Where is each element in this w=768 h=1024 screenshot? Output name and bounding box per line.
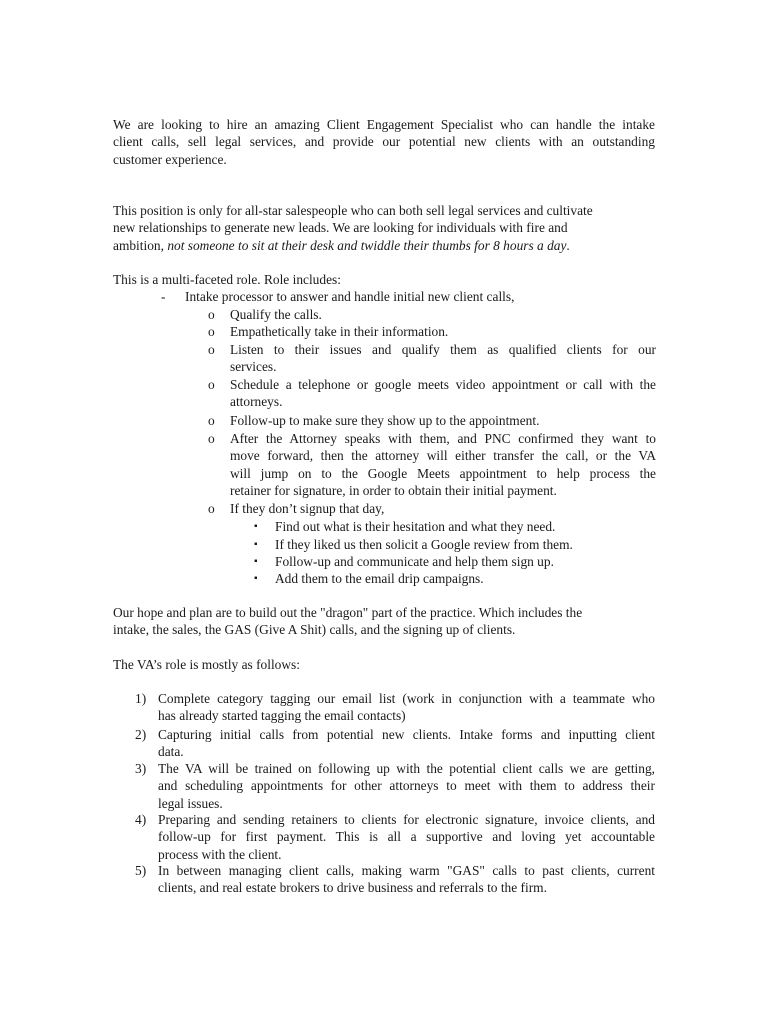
bullet-marker: ▪ xyxy=(254,539,258,550)
va-item-number: 4) xyxy=(135,812,147,827)
bullet-marker: ▪ xyxy=(254,556,258,567)
sub-item-line: Empathetically take in their information. xyxy=(230,324,449,339)
intro-line: customer experience. xyxy=(113,151,227,167)
va-item-number: 3) xyxy=(135,761,147,776)
intro-line: client calls, sell legal services, and provide our potential new clients with an outstanding xyxy=(113,134,655,150)
dragon-paragraph xyxy=(113,604,655,639)
dash-marker: - xyxy=(161,289,166,304)
dragon-line: intake, the sales, the GAS (Give A Shit) calls, and the signing up of clients. xyxy=(113,622,516,638)
va-item-line: follow-up for first payment. This is all a supportive and loving yet accountable xyxy=(158,829,655,845)
va-item-number: 5) xyxy=(135,863,147,878)
bullet-item: If they liked us then solicit a Google review from them. xyxy=(275,537,573,552)
sub-item-line: Schedule a telephone or google meets video appointment or call with the xyxy=(230,377,656,392)
sub-item-marker: o xyxy=(208,377,215,392)
sub-item xyxy=(230,306,656,323)
va-heading: The VA’s role is mostly as follows: xyxy=(113,657,300,672)
sub-item xyxy=(230,430,656,500)
sub-item-line: After the Attorney speaks with them, and PNC confirmed they want to xyxy=(230,431,656,446)
va-item-line: clients, and real estate brokers to drive business and referrals to the firm. xyxy=(158,880,547,896)
position-line: new relationships to generate new leads. We are looking for individuals with fire and xyxy=(113,220,568,236)
position-paragraph xyxy=(113,202,655,254)
position-line xyxy=(113,237,655,254)
va-item-line: The VA will be trained on following up with the potential client calls we are getting, xyxy=(158,761,655,776)
va-item xyxy=(158,811,655,863)
intro-paragraph xyxy=(113,116,655,168)
bullet-item: Find out what is their hesitation and what they need. xyxy=(275,519,556,534)
va-item-line: In between managing client calls, making warm "GAS" calls to past clients, current xyxy=(158,863,655,878)
sub-item-marker: o xyxy=(208,324,215,339)
sub-item xyxy=(230,323,656,340)
sub-item-line: attorneys. xyxy=(230,394,283,410)
va-item-line: Capturing initial calls from potential new clients. Intake forms and inputting client xyxy=(158,727,655,742)
sub-item-line: retainer for signature, in order to obtain their initial payment. xyxy=(230,483,557,499)
sub-item-line: Qualify the calls. xyxy=(230,307,322,322)
va-item-line: process with the client. xyxy=(158,846,282,862)
sub-item-marker: o xyxy=(208,307,215,322)
va-item xyxy=(158,760,655,812)
va-item-line: data. xyxy=(158,744,184,760)
dash-item: Intake processor to answer and handle initial new client calls, xyxy=(185,289,515,304)
role-heading: This is a multi-faceted role. Role includes: xyxy=(113,272,341,287)
sub-item-marker: o xyxy=(208,342,215,357)
position-line: This position is only for all-star salespeople who can both sell legal services and cultivate xyxy=(113,203,593,218)
intro-line: We are looking to hire an amazing Client Engagement Specialist who can handle the intake xyxy=(113,117,655,132)
sub-item-marker: o xyxy=(208,413,215,428)
va-item-line: has already started tagging the email contacts) xyxy=(158,708,406,724)
sub-item xyxy=(230,376,656,411)
va-item-line: Preparing and sending retainers to clients for electronic signature, invoice clients, and xyxy=(158,812,655,827)
sub-item-marker: o xyxy=(208,431,215,446)
sub-item-line: move forward, then the attorney will either transfer the call, or the VA xyxy=(230,448,656,464)
va-item-number: 2) xyxy=(135,727,147,742)
va-item xyxy=(158,862,655,897)
sub-item xyxy=(230,341,656,376)
sub-item-line: If they don’t signup that day, xyxy=(230,501,385,516)
position-text: . xyxy=(566,237,570,253)
bullet-item: Follow-up and communicate and help them sign up. xyxy=(275,554,554,569)
sub-item-line: services. xyxy=(230,359,277,375)
va-item-line: Complete category tagging our email list (work in conjunction with a teammate who xyxy=(158,691,655,706)
sub-item-line: will jump on to the Google Meets appointment to help process the xyxy=(230,465,656,481)
va-item-number: 1) xyxy=(135,691,147,706)
sub-item-line: Listen to their issues and qualify them as qualified clients for our xyxy=(230,342,656,357)
bullet-marker: ▪ xyxy=(254,521,258,532)
va-item-line: and scheduling appointments for other attorneys to meet with them to address their xyxy=(158,778,655,794)
va-item-line: legal issues. xyxy=(158,795,223,811)
position-emphasis: not someone to sit at their desk and twiddle their thumbs for 8 hours a day xyxy=(167,237,567,253)
va-item xyxy=(158,690,655,725)
dragon-line: Our hope and plan are to build out the "dragon" part of the practice. Which includes the xyxy=(113,605,583,620)
position-text: ambition, xyxy=(113,237,168,253)
sub-item xyxy=(230,412,656,429)
bullet-item: Add them to the email drip campaigns. xyxy=(275,571,484,586)
bullet-marker: ▪ xyxy=(254,573,258,584)
sub-item xyxy=(230,500,656,517)
va-item xyxy=(158,726,655,761)
sub-item-marker: o xyxy=(208,501,215,516)
sub-item-line: Follow-up to make sure they show up to the appointment. xyxy=(230,413,540,428)
